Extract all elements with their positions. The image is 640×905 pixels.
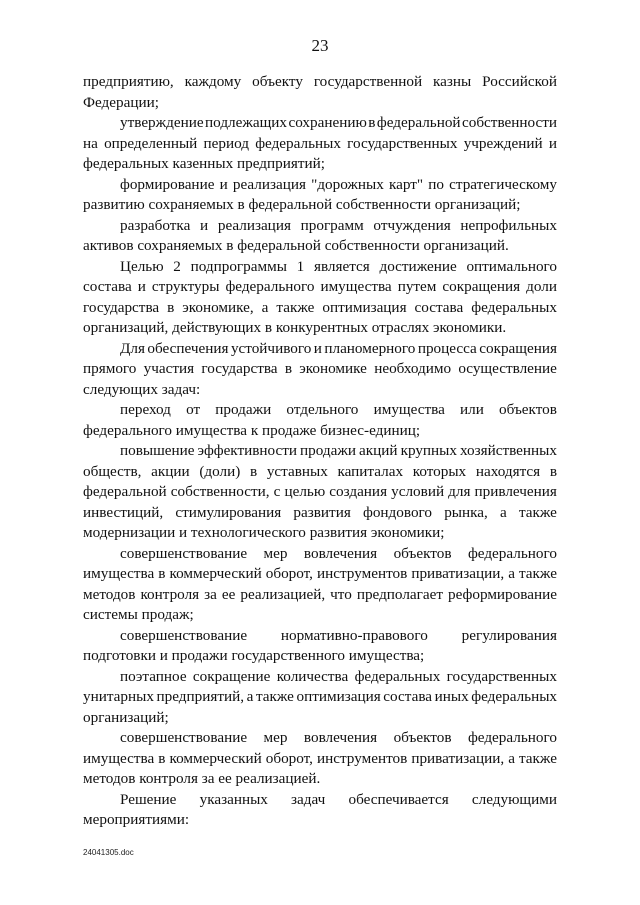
text-line: состава и структуры федерального имущества путем сокращения доли [83,278,557,295]
text-line: унитарных предприятий, а также оптимизация состава иных федеральных [83,688,557,705]
text-line: поэтапное сокращение количества федеральных государственных [120,667,557,685]
text-line: федеральных казенных предприятий; [83,155,325,172]
text-line: совершенствование нормативно-правового регулирования [120,626,557,644]
text-line: федерального имущества к продаже бизнес-единиц; [83,421,421,439]
text-line: формирование и реализация "дорожных карт" по стратегическому [120,175,557,193]
text-line: имущества в коммерческий оборот, инструментов приватизации, а также [83,565,557,582]
text-line: повышение эффективности продажи акций крупных хозяйственных [120,442,557,459]
text-line: методов контроля за ее реализацией. [83,770,321,787]
text-line: следующих задач: [83,380,201,398]
page-number: 23 [311,36,329,55]
text-line: обществ, акции (доли) в уставных капиталах которых находятся в [83,462,557,480]
text-line: развитию сохраняемых в федеральной собственности организаций; [83,196,521,213]
text-line: мероприятиями: [83,811,190,828]
file-name-footer: 24041305.doc [83,848,134,857]
text-line: совершенствование мер вовлечения объектов федерального [120,544,557,562]
text-line: имущества в коммерческий оборот, инструментов приватизации, а также [83,749,557,767]
text-line: организаций; [83,708,169,726]
text-line: системы продаж; [83,606,194,623]
text-line: организаций, действующих в конкурентных отраслях экономики. [83,319,507,336]
text-line: государства в экономике, а также оптимизация состава федеральных [83,298,557,316]
text-line: модернизации и технологического развития экономики; [83,524,445,541]
text-line: Целью 2 подпрограммы 1 является достижение оптимального [120,257,557,275]
text-line: предприятию, каждому объекту государственной казны Российской [83,73,557,90]
text-line: Для обеспечения устойчивого и планомерного процесса сокращения [120,339,557,357]
document-body [83,72,557,831]
text-line: разработка и реализация программ отчуждения непрофильных [120,216,557,234]
text-line: прямого участия государства в экономике необходимо осуществление [83,360,557,377]
text-line: методов контроля за ее реализацией, что предполагает реформирование [83,585,557,603]
text-line: переход от продажи отдельного имущества или объектов [120,401,557,418]
text-line: совершенствование мер вовлечения объектов федерального [120,729,557,746]
text-line: Федерации; [83,93,159,111]
text-line: федеральной собственности, с целью создания условий для привлечения [83,483,557,500]
text-line: утверждение подлежащих сохранению в федеральной собственности [120,114,557,131]
text-line: подготовки и продажи государственного имущества; [83,647,425,664]
text-line: инвестиций, стимулирования развития фондового рынка, а также [83,503,557,521]
text-line: активов сохраняемых в федеральной собственности организаций. [83,237,509,254]
text-line: на определенный период федеральных государственных учреждений и [83,134,557,152]
text-line: Решение указанных задач обеспечивается следующими [120,790,557,808]
